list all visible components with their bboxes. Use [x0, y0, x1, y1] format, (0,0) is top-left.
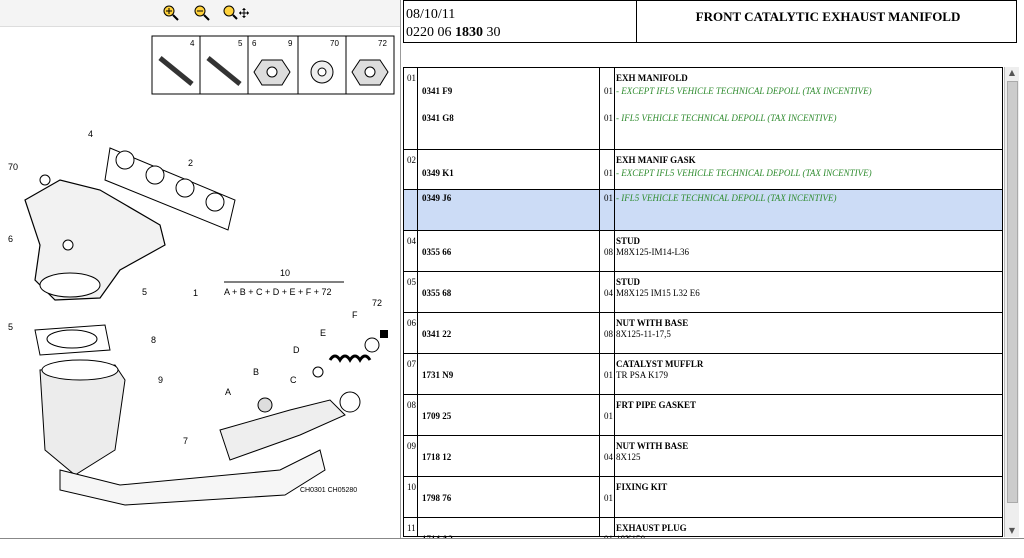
callout-label: 6	[8, 234, 14, 244]
table-row[interactable]: 09 NUT WITH BASE 1718 12 04 8X125	[404, 436, 1002, 477]
catalog-reference: 0220 06 1830 30	[406, 25, 501, 40]
small-parts-box	[152, 36, 394, 94]
callout-label: 1	[193, 288, 199, 298]
small-part-label: 9	[288, 39, 293, 48]
front-pipe-shape	[220, 392, 360, 460]
zoom-toolbar	[0, 0, 400, 27]
callout-label: 10	[280, 268, 291, 278]
callout-label: 4	[88, 129, 94, 139]
callout-label: B	[253, 367, 260, 377]
callout-label: E	[320, 328, 327, 338]
small-part-label: 5	[238, 39, 243, 48]
callout-label: 5	[142, 287, 148, 297]
table-row[interactable]: 11 EXHAUST PLUG	[407, 523, 687, 533]
table-row[interactable]: 02 EXH MANIF GASK 0349 K1 01 - EXCEPT IFL5 VEHICLE TECHNICAL DEPOLL (TAX INCENTIVE)	[404, 150, 1002, 190]
small-part-label: 6	[252, 39, 257, 48]
scroll-down-icon[interactable]: ▼	[1008, 526, 1016, 535]
zoom-move-icon[interactable]	[222, 4, 250, 22]
parts-header	[403, 0, 1017, 43]
callout-label: 7	[183, 436, 189, 446]
table-row[interactable]: 06 NUT WITH BASE 0341 22 08 8X125-11-17,5	[404, 313, 1002, 354]
table-row[interactable]: 01 EXH MANIFOLD 0341 F9 01 - EXCEPT IFL5 VEHICLE TECHNICAL DEPOLL (TAX INCENTIVE) 0341 G8 01 - IFL5 VEHICLE TECHNICAL DEPOLL (TAX INCENTIVE)	[404, 68, 1002, 150]
page-title: FRONT CATALYTIC EXHAUST MANIFOLD	[695, 9, 961, 24]
table-row[interactable]: 08 FRT PIPE GASKET 1709 25 01	[404, 395, 1002, 436]
zoom-in-icon[interactable]	[162, 4, 180, 22]
parts-list-panel	[403, 0, 1024, 554]
callout-label: 72	[372, 298, 383, 308]
bottom-bar	[0, 538, 1024, 555]
callout-label: A	[225, 387, 232, 397]
callout-label: 70	[8, 162, 19, 172]
table-row[interactable]: 07 CATALYST MUFFLR 1731 N9 01 TR PSA K179	[404, 354, 1002, 395]
zoom-out-icon[interactable]	[193, 4, 211, 22]
callout-label: C	[290, 375, 297, 385]
callout-label: 9	[158, 375, 164, 385]
diagram-stamp: CH0301 CH05280	[300, 487, 358, 494]
scroll-thumb[interactable]	[1007, 81, 1018, 503]
callout-label: 8	[151, 335, 157, 345]
vertical-scrollbar[interactable]	[1004, 67, 1019, 537]
scroll-up-icon[interactable]: ▲	[1008, 68, 1016, 77]
kit-formula: A + B + C + D + E + F + 72	[224, 287, 332, 297]
flange-gasket-shape	[35, 325, 110, 355]
small-part-label: 72	[378, 39, 387, 48]
diagram-panel	[0, 0, 401, 554]
table-row[interactable]: 05 STUD 0355 68 04 M8X125 IM15 L32 E6	[404, 272, 1002, 313]
table-row[interactable]: 04 STUD 0355 66 08 M8X125-IM14-L36	[404, 231, 1002, 272]
callout-label: 5	[8, 322, 14, 332]
catalog-date: 08/10/11	[406, 7, 456, 22]
small-part-label: 70	[330, 39, 339, 48]
table-row-selected[interactable]: 0349 J6 01 - IFL5 VEHICLE TECHNICAL DEPOLL (TAX INCENTIVE)	[404, 190, 1002, 231]
table-row[interactable]: 10 FIXING KIT 1798 76 01	[404, 477, 1002, 518]
parts-table	[403, 67, 1003, 537]
callout-label: F	[352, 310, 358, 320]
callout-label: D	[293, 345, 300, 355]
small-part-label: 4	[190, 39, 195, 48]
callout-label: 2	[188, 158, 194, 168]
exploded-parts-diagram	[0, 30, 400, 550]
